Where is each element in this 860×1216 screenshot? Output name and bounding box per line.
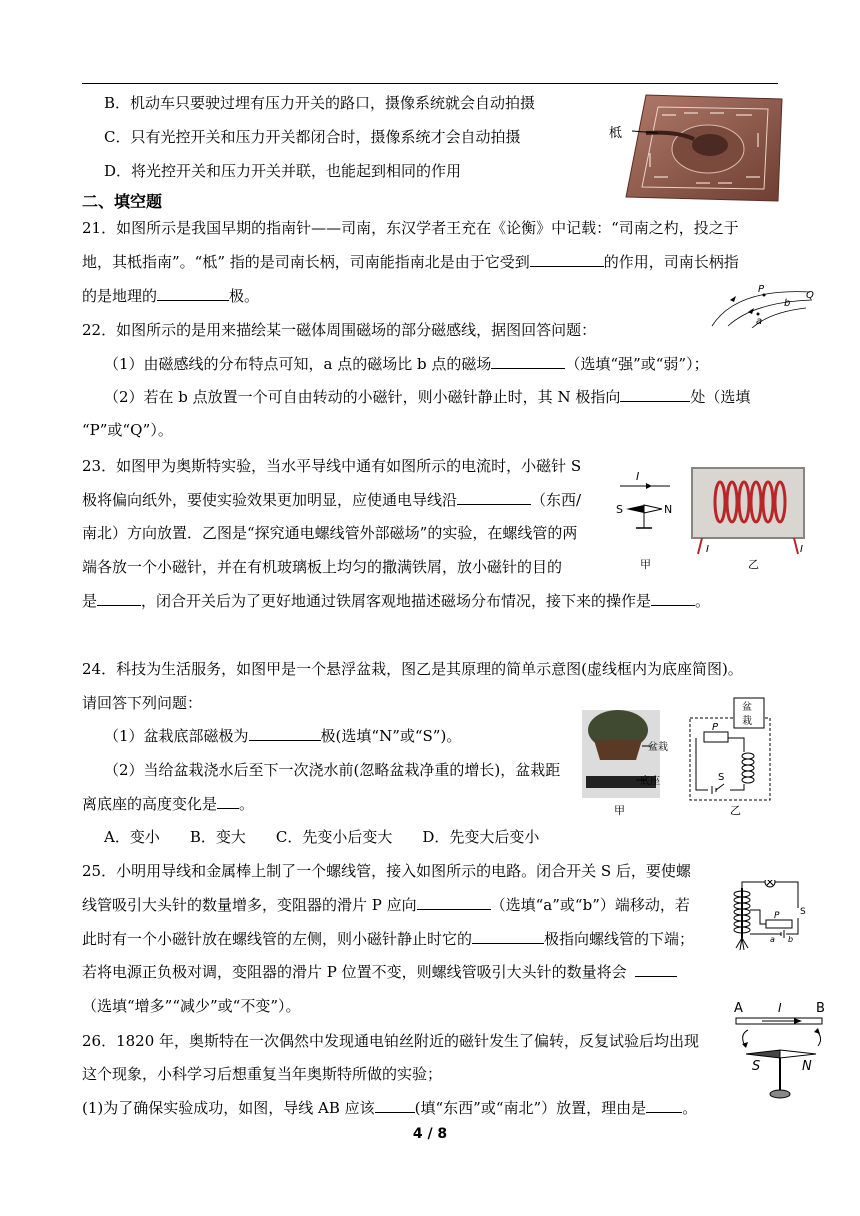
q21-text: 地，其柢指南”。“柢” 指的是司南长柄，司南能指南北是由于它受到 xyxy=(82,253,530,271)
q26-line-2: 这个现象，小科学习后想重复当年奥斯特所做的实验； xyxy=(82,1065,443,1083)
q21-text: 极。 xyxy=(229,287,260,305)
fig-jia-label: 甲 xyxy=(614,804,625,817)
rheostat-b-label: b xyxy=(788,935,794,944)
q22-line-4: “P”或“Q”）。 xyxy=(82,421,173,439)
q20-option-d: D．将光控开关和压力开关并联，也能起到相同的作用 xyxy=(104,162,462,180)
switch-s-label: S xyxy=(718,772,725,783)
fig-yi-label: 乙 xyxy=(748,558,759,571)
q23-blank-1[interactable] xyxy=(457,490,531,505)
q24-text: （1）盆栽底部磁极为 xyxy=(104,727,249,745)
q23-line-5 xyxy=(82,591,710,611)
q24-text: 。 xyxy=(239,795,255,813)
sinan-handle-label: 柢 xyxy=(609,126,623,141)
q22-text: （选填“强”或“弱”）； xyxy=(565,355,709,373)
q23-line-3: 南北）方向放置．乙图是“探究通电螺线管外部磁场”的实验，在螺线管的两 xyxy=(82,524,578,542)
q25-line-1: 25．小明用导线和金属棒上制了一个螺线管，接入如图所示的电路。闭合开关 S 后，要使螺 xyxy=(82,862,691,880)
q20-option-c: C．只有光控开关和压力开关都闭合时，摄像系统才会自动拍摄 xyxy=(104,128,521,146)
q22-text: （2）若在 b 点放置一个可自由转动的小磁针，则小磁针静止时，其 N 极指向 xyxy=(104,388,621,406)
q24-line-5 xyxy=(82,794,254,814)
q25-line-5: （选填“增多”“减少”或“不变”）。 xyxy=(82,997,301,1015)
q22-blank-2[interactable] xyxy=(620,387,690,402)
q25-text: 线管吸引大头针的数量增多，变阻器的滑片 P 应向 xyxy=(82,896,417,914)
q26-text: (填“东西”或“南北”）放置，理由是 xyxy=(414,1099,647,1117)
q24-line-4: （2）当给盆栽浇水后至下一次浇水前(忽略盆栽净重的增长)，盆栽距 xyxy=(104,761,561,779)
point-p-label: P xyxy=(758,284,765,295)
q23-text: 是 xyxy=(82,592,98,610)
q23-text: 。 xyxy=(695,592,711,610)
q24-line-3 xyxy=(104,726,461,746)
q23-blank-2[interactable] xyxy=(97,591,141,606)
q26-line-1: 26．1820 年，奥斯特在一次偶然中发现通电铂丝附近的磁针发生了偏转，反复试验后均出现 xyxy=(82,1032,700,1050)
q21-line-2 xyxy=(82,252,739,272)
q21-blank-2[interactable] xyxy=(157,286,229,301)
current-in-label: I xyxy=(706,544,709,555)
q23-line-1: 23．如图甲为奥斯特实验，当水平导线中通有如图所示的电流时，小磁针 S xyxy=(82,457,582,475)
planter-box-label-1: 盆 xyxy=(742,702,752,713)
oersted-figure xyxy=(610,466,810,576)
q22-line-1: 22．如图所示的是用来描绘某一磁体周围磁场的部分磁感线，据图回答问题： xyxy=(82,321,597,339)
needle-s-label: S xyxy=(616,503,623,516)
q20-option-b: B．机动车只要驶过埋有压力开关的路口，摄像系统就会自动拍摄 xyxy=(104,94,536,112)
planter-figure xyxy=(580,696,782,820)
q21-line-3 xyxy=(82,286,259,306)
q25-text: （选填“a”或“b”）端移动，若 xyxy=(490,896,690,914)
q26-text: (1)为了确保实验成功，如图，导线 AB 应该 xyxy=(82,1099,375,1117)
point-a-label: a xyxy=(756,316,763,327)
rheostat-p-label: P xyxy=(774,911,780,921)
q26-line-3 xyxy=(82,1098,697,1118)
wire-a-label: A xyxy=(734,1001,743,1016)
q26-text: 。 xyxy=(682,1099,698,1117)
page-number: 4 / 8 xyxy=(412,1126,448,1142)
q21-text: 的作用，司南长柄指 xyxy=(603,253,739,271)
planter-label: 盆栽 xyxy=(648,742,668,753)
base-label: 底座 xyxy=(640,776,660,787)
q24-text: 极(选填“N”或“S”)。 xyxy=(320,727,462,745)
q24-options: A．变小 B．变大 C．先变小后变大 D．先变大后变小 xyxy=(104,828,540,846)
sinan-figure xyxy=(606,93,784,203)
wire-ab-figure xyxy=(732,1000,828,1106)
sinan-image xyxy=(606,93,784,203)
wire-b-label: B xyxy=(816,1001,825,1016)
q24-line-2: 请回答下列问题： xyxy=(82,694,203,712)
q25-text: 若将电源正负极对调，变阻器的滑片 P 位置不变，则螺线管吸引大头针的数量将会 xyxy=(82,963,627,981)
wire-current-label: I xyxy=(778,1001,782,1015)
solenoid-circuit-figure xyxy=(730,880,810,956)
fig-jia-label: 甲 xyxy=(640,558,651,571)
rheostat-p-label: P xyxy=(712,722,719,733)
q23-text: ，闭合开关后为了更好地通过铁屑客观地描述磁场分布情况，接下来的操作是 xyxy=(141,592,652,610)
q22-line-3 xyxy=(104,387,750,407)
q25-text: 极指向螺线管的下端； xyxy=(544,930,695,948)
q24-text: 离底座的高度变化是 xyxy=(82,795,218,813)
header-rule xyxy=(82,83,778,84)
q25-line-2 xyxy=(82,895,690,915)
rheostat-a-label: a xyxy=(770,935,775,944)
point-b-label: b xyxy=(784,298,791,309)
q23-line-4: 端各放一个小磁针，并在有机玻璃板上均匀的撒满铁屑，放小磁针的目的 xyxy=(82,558,563,576)
q22-line-2 xyxy=(104,354,709,374)
q26-blank-1[interactable] xyxy=(375,1098,415,1113)
q21-blank-1[interactable] xyxy=(530,252,604,267)
q23-blank-3[interactable] xyxy=(651,591,695,606)
needle-n-label: N xyxy=(664,503,673,516)
q26-blank-2[interactable] xyxy=(646,1098,682,1113)
q21-line-1: 21．如图所示是我国早期的指南针——司南，东汉学者王充在《论衡》中记载：“司南之杓，投之于 xyxy=(82,219,739,237)
q24-line-1: 24．科技为生活服务，如图甲是一个悬浮盆栽，图乙是其原理的简单示意图(虚线框内为底座简图)。 xyxy=(82,660,743,678)
q25-blank-1[interactable] xyxy=(417,895,491,910)
current-out-label: I xyxy=(800,544,803,555)
q23-line-2 xyxy=(82,490,581,510)
q25-line-4 xyxy=(82,962,677,982)
q25-text: 此时有一个小磁针放在螺线管的左侧，则小磁针静止时它的 xyxy=(82,930,473,948)
q22-text: 处（选填 xyxy=(690,388,751,406)
needle-s-label: S xyxy=(752,1059,761,1074)
current-label: I xyxy=(636,470,640,483)
q22-blank-1[interactable] xyxy=(491,354,565,369)
q23-text: （东西/ xyxy=(531,491,582,509)
fig-yi-label: 乙 xyxy=(730,804,741,817)
planter-box-label-2: 栽 xyxy=(742,716,752,727)
q23-text: 极将偏向纸外，要使实验效果更加明显，应使通电导线沿 xyxy=(82,491,458,509)
point-q-label: Q xyxy=(806,290,814,301)
q25-line-3 xyxy=(82,929,694,949)
q24-blank-2[interactable] xyxy=(217,794,239,809)
q25-blank-2[interactable] xyxy=(472,929,544,944)
q24-blank-1[interactable] xyxy=(249,726,321,741)
switch-s-label: S xyxy=(800,907,806,917)
q22-text: （1）由磁感线的分布特点可知，a 点的磁场比 b 点的磁场 xyxy=(104,355,492,373)
q25-blank-3[interactable] xyxy=(635,962,677,977)
field-lines-figure xyxy=(706,282,816,328)
section-heading: 二、填空题 xyxy=(82,192,163,211)
needle-n-label: N xyxy=(802,1059,812,1074)
q21-text: 的是地理的 xyxy=(82,287,158,305)
